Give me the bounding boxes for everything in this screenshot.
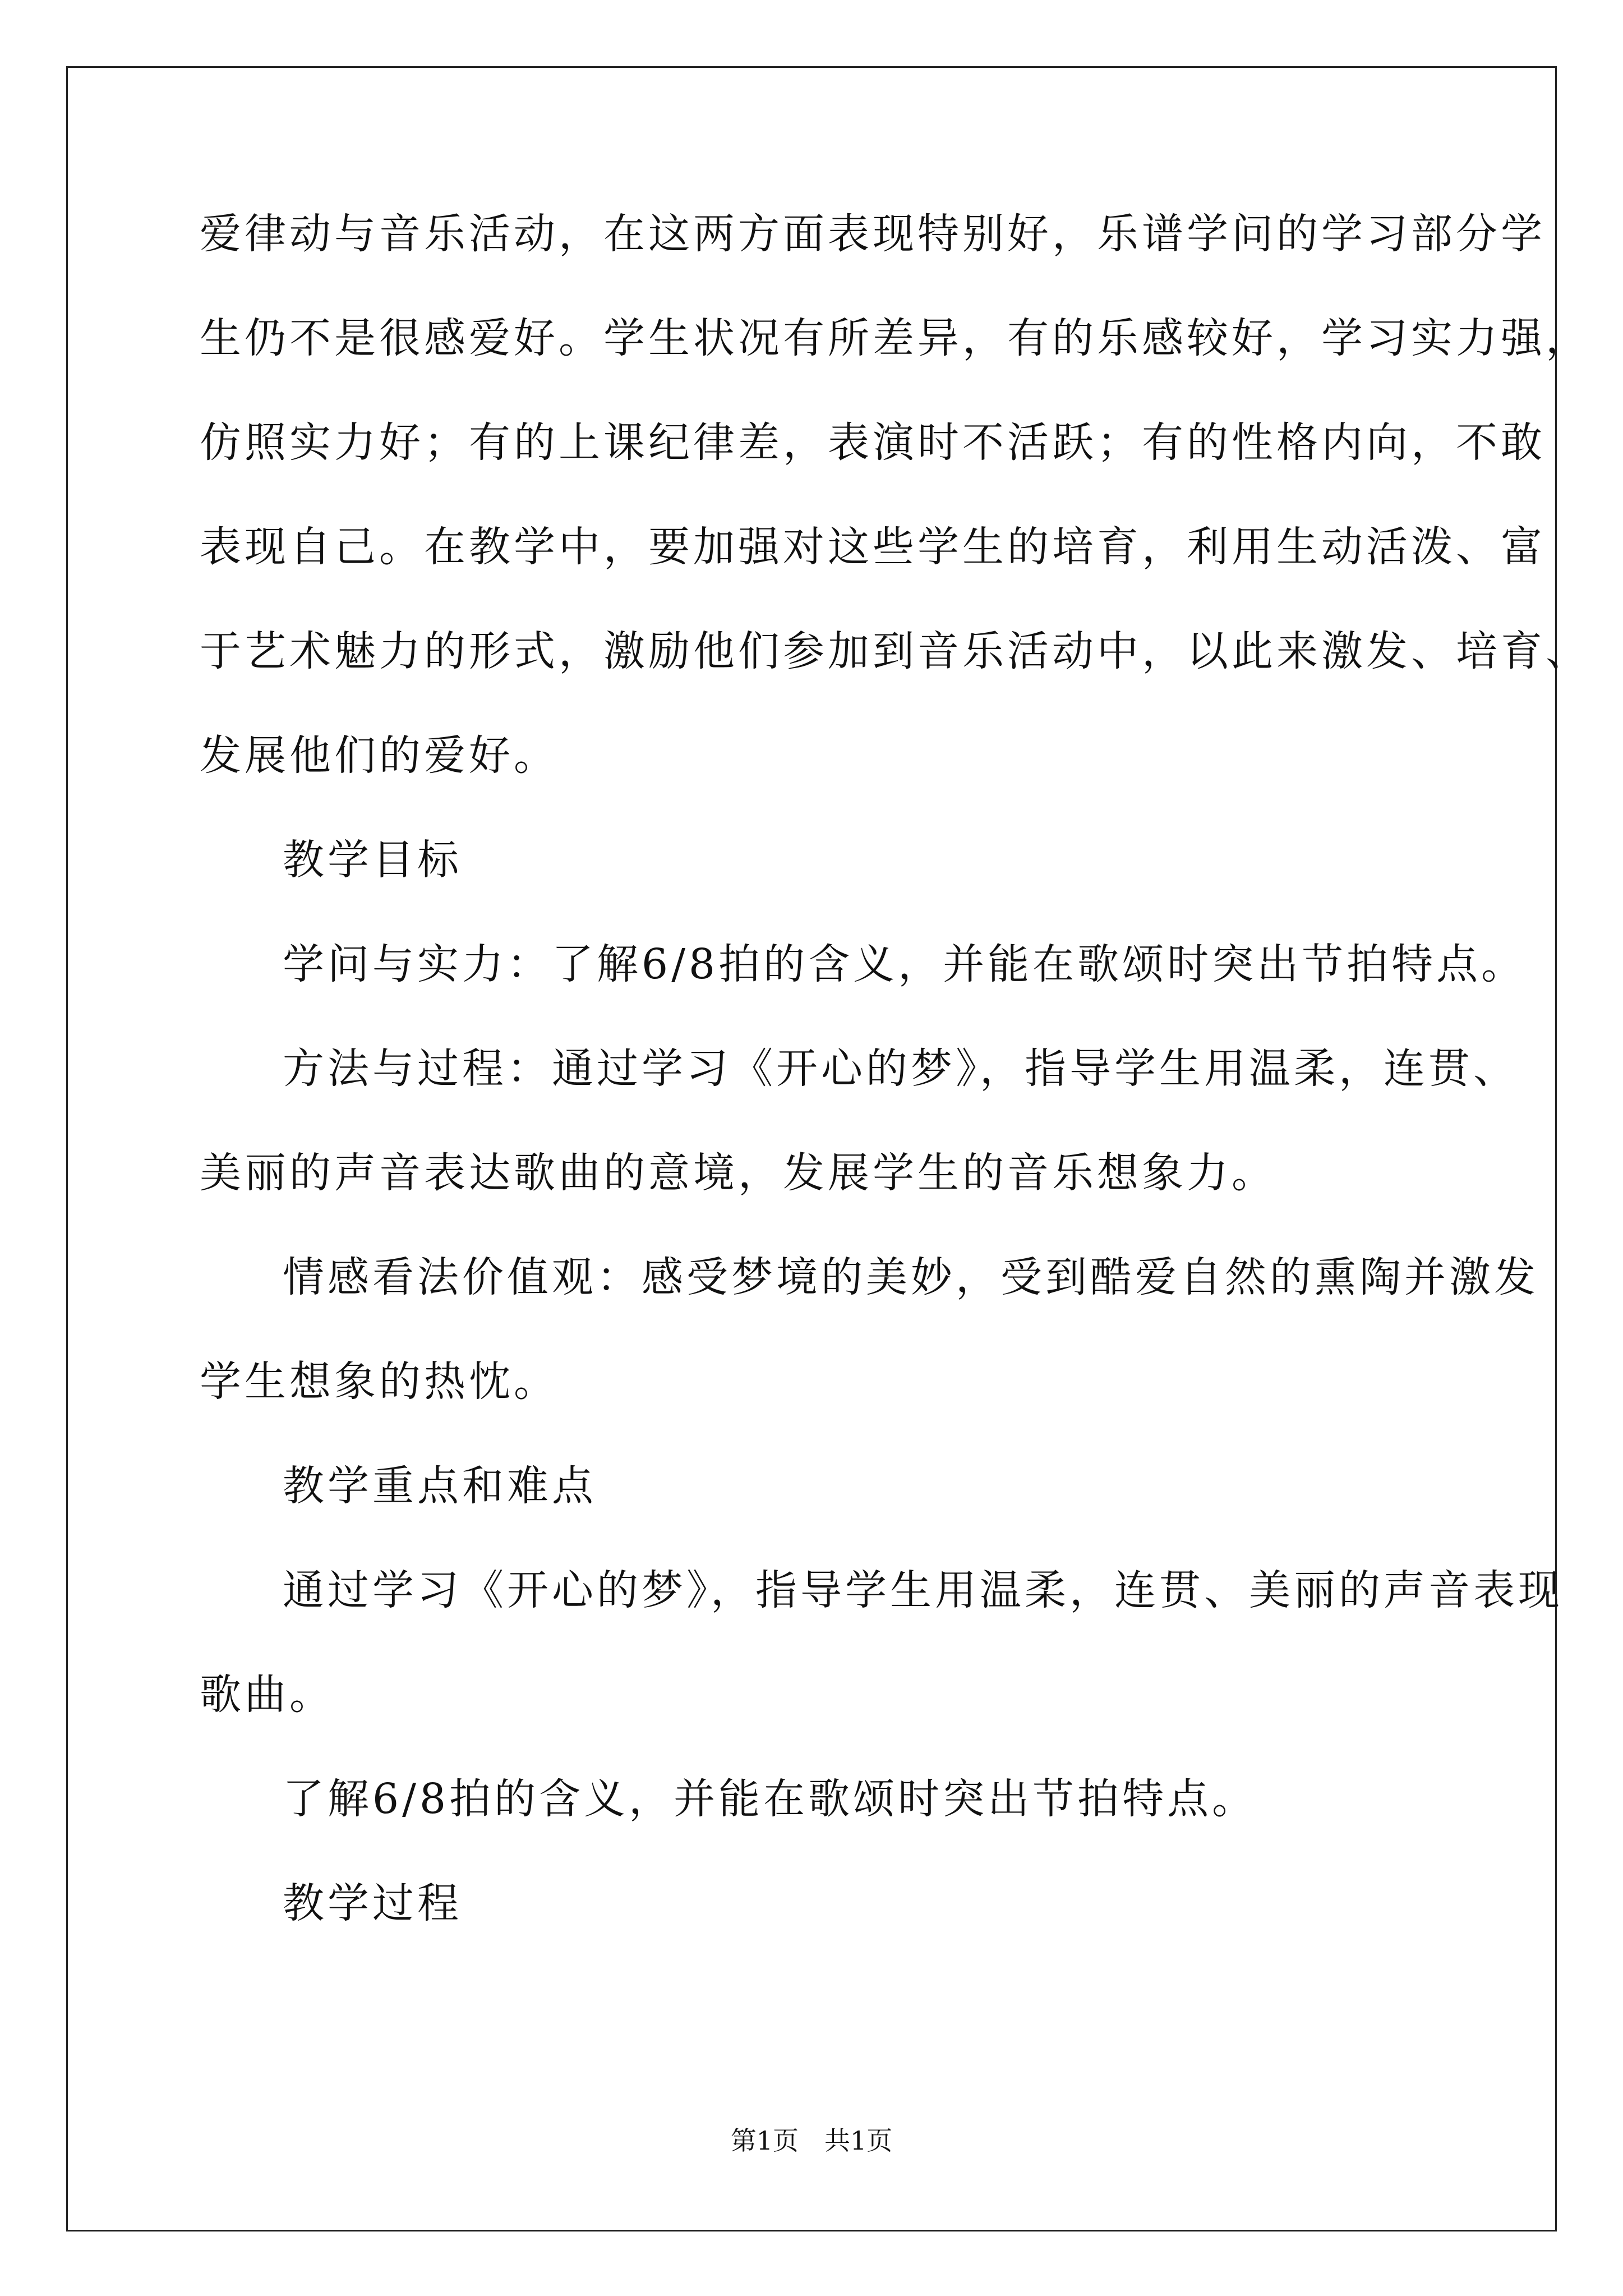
body-line: 发展他们的爱好。: [200, 731, 559, 780]
body-line: 美丽的声音表达歌曲的意境，发展学生的音乐想象力。: [200, 1149, 1276, 1197]
section-heading-key-points: 教学重点和难点: [283, 1462, 597, 1510]
body-line: 仿照实力好；有的上课纪律差，表演时不活跃；有的性格内向，不敢: [200, 418, 1546, 467]
body-line: 表现自己。在教学中，要加强对这些学生的培育，利用生动活泼、富: [200, 523, 1546, 571]
body-line: 学生想象的热忱。: [200, 1358, 559, 1406]
section-heading-teaching-goals: 教学目标: [283, 836, 462, 884]
body-line: 了解6/8拍的含义，并能在歌颂时突出节拍特点。: [283, 1775, 1257, 1823]
body-line: 生仍不是很感爱好。学生状况有所差异，有的乐感较好，学习实力强，: [200, 314, 1590, 362]
body-line: 方法与过程：通过学习《开心的梦》，指导学生用温柔，连贯、: [283, 1045, 1518, 1093]
page-number-total: 共1页: [824, 2125, 893, 2156]
page-footer: [0, 2125, 1623, 2156]
body-line: 学问与实力：了解6/8拍的含义，并能在歌颂时突出节拍特点。: [283, 940, 1527, 988]
body-line: 歌曲。: [200, 1671, 334, 1719]
page-number-current: 第1页: [730, 2125, 799, 2156]
body-line: 爱律动与音乐活动，在这两方面表现特别好，乐谱学问的学习部分学: [200, 210, 1546, 258]
body-line: 于艺术魅力的形式，激励他们参加到音乐活动中，以此来激发、培育、: [200, 627, 1590, 675]
body-line: 情感看法价值观：感受梦境的美妙，受到酷爱自然的熏陶并激发: [283, 1253, 1539, 1301]
section-heading-teaching-process: 教学过程: [283, 1879, 462, 1927]
body-line: 通过学习《开心的梦》，指导学生用温柔，连贯、美丽的声音表现: [283, 1566, 1563, 1614]
